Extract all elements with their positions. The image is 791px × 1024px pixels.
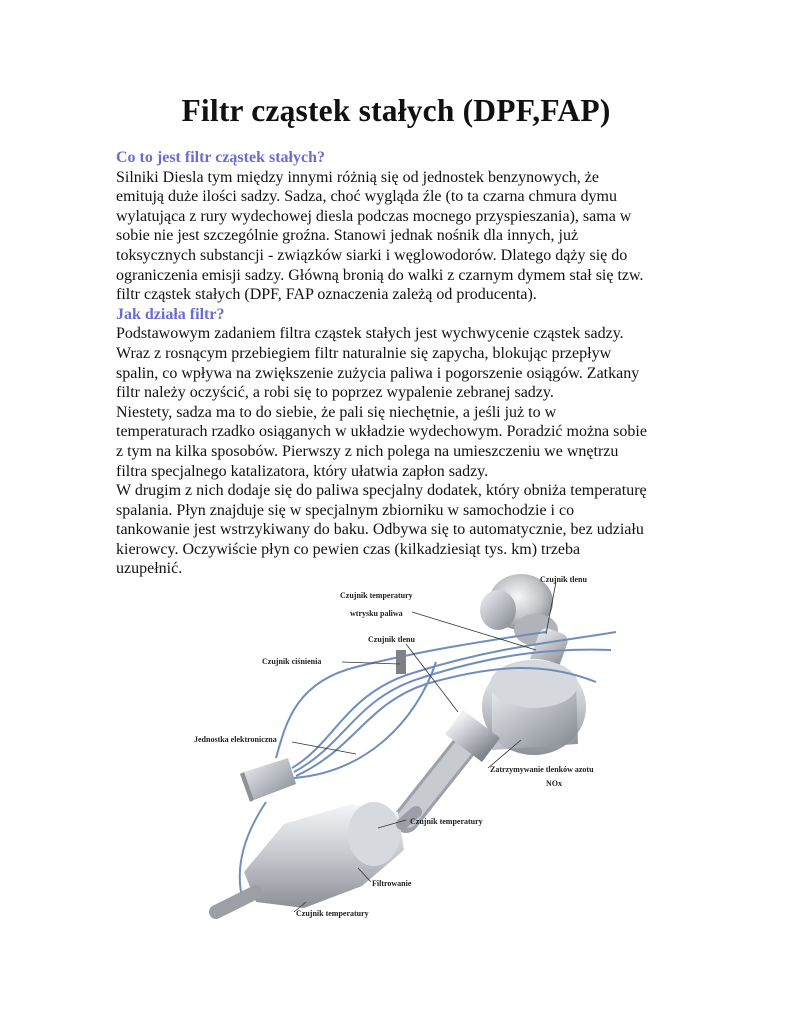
paragraph-line: filtr cząstek stałych (DPF, FAP oznaczenia zależą od producenta).: [116, 286, 537, 304]
dpf-system-diagram: [116, 572, 676, 924]
paragraph-line: tankowanie jest wstrzykiwany do baku. Odbywa się to automatycznie, bez udziału: [116, 521, 644, 539]
paragraph-line: z tym na kilka sposobów. Pierwszy z nich polega na umieszczeniu we wnętrzu: [116, 442, 619, 460]
paragraph-line: filtr należy oczyścić, a robi się to poprzez wypalenie zebranej sadzy.: [116, 384, 554, 402]
pressure-sensor-body: [396, 650, 406, 674]
label-ecu: Jednostka elektroniczna: [194, 735, 277, 744]
paragraph-line: ograniczenia emisji sadzy. Główną bronią do walki z czarnym dymem stał się tzw.: [116, 266, 644, 284]
paragraph-line: temperaturach rzadko osiąganych w układzie wydechowym. Poradzić można sobie: [116, 423, 647, 441]
ecu-module: [240, 758, 296, 802]
section-heading: Co to jest filtr cząstek stałych?: [116, 149, 325, 166]
paragraph-line: uzupełnić.: [116, 560, 183, 578]
label-fuel-injection-temp: Czujnik temperatury: [340, 591, 413, 600]
paragraph-line: spalin, co wpływa na zwiększenie zużycia paliwa i pogorszenie osiągów. Zatkany: [116, 364, 640, 382]
paragraph-line: wylatująca z rury wydechowej diesla podczas mocnego przyspieszania), sama w: [116, 207, 632, 225]
label-oxygen-sensor-mid: Czujnik tlenu: [368, 635, 415, 644]
paragraph-line: W drugim z nich dodaje się do paliwa specjalny dodatek, który obniża temperaturę: [116, 482, 647, 500]
paragraph-line: Niestety, sadza ma to do siebie, że pali się niechętnie, a jeśli już to w: [116, 403, 557, 421]
paragraph-line: Podstawowym zadaniem filtra cząstek stałych jest wychwycenie cząstek sadzy.: [116, 325, 624, 343]
flex-pipe: [406, 722, 491, 820]
paragraph-line: toksycznych substancji - związków siarki i węglowodorów. Dlatego dąży się do: [116, 246, 628, 264]
paragraph-line: Wraz z rosnącym przebiegiem filtr naturalnie się zapycha, blokując przepływ: [116, 344, 612, 362]
label-nox: NOx: [546, 779, 562, 788]
paragraph-line: Silniki Diesla tym między innymi różnią się od jednostek benzynowych, że: [116, 168, 600, 186]
dpf-filter: [216, 802, 416, 912]
paragraph-line: sobie nie jest szczególnie groźna. Stanowi jednak nośnik dla innych, już: [116, 227, 579, 245]
paragraph-line: kierowcy. Oczywiście płyn co pewien czas (kilkadziesiąt tys. km) trzeba: [116, 540, 581, 558]
paragraph-line: emitują duże ilości sadzy. Sadza, choć wygląda źle (to ta czarna chmura dymu: [116, 188, 617, 206]
paragraph-line: filtra specjalnego katalizatora, który ułatwia zapłon sadzy.: [116, 462, 489, 480]
document-body: [116, 148, 686, 579]
label-oxygen-sensor-top: Czujnik tlenu: [540, 575, 587, 584]
label-fuel-injection-temp-2: wtrysku paliwa: [350, 609, 403, 618]
label-filtering: Filtrowanie: [372, 879, 412, 888]
paragraph-line: spalania. Płyn znajduje się w specjalnym zbiorniku w samochodzie i co: [116, 501, 575, 519]
label-pressure-sensor: Czujnik ciśnienia: [262, 657, 322, 666]
section-heading: Jak działa filtr?: [116, 305, 225, 323]
label-temp-sensor-bottom: Czujnik temperatury: [296, 909, 369, 918]
document-title: Filtr cząstek stałych (DPF,FAP): [181, 93, 611, 128]
label-temp-sensor-mid: Czujnik temperatury: [410, 817, 483, 826]
label-nox-trap: Zatrzymywanie tlenków azotu: [490, 765, 594, 774]
